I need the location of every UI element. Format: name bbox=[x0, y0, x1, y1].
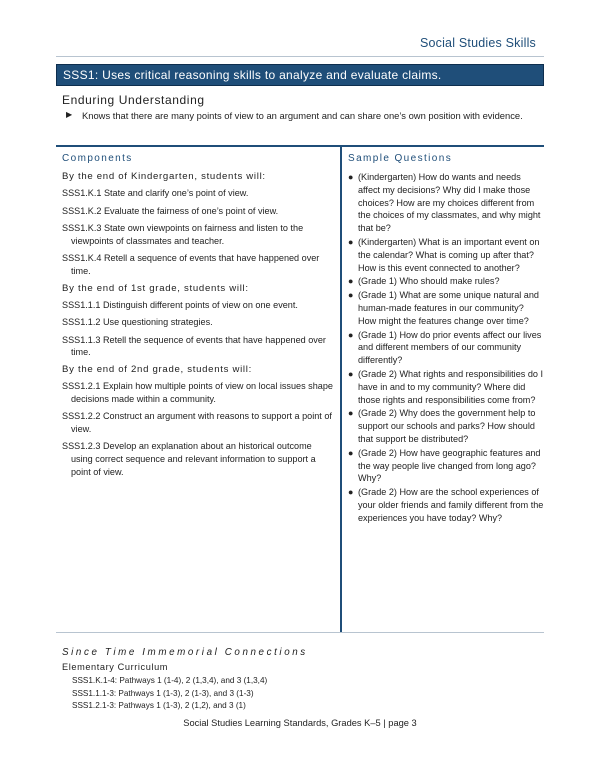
question-item bbox=[348, 368, 544, 406]
question-text: (Grade 1) Who should make rules? bbox=[358, 276, 500, 287]
header-rule bbox=[56, 56, 544, 57]
question-text: (Kindergarten) How do wants and needs affect my decisions? Why did I make those choices? How are my choices different from the choices of my classmates, and why might that be? bbox=[358, 172, 541, 234]
question-text: (Kindergarten) What is an important event on the calendar? What is coming up after that? How is this event connected to another? bbox=[358, 236, 540, 273]
question-item bbox=[348, 407, 544, 445]
since-time-immemorial-title: Since Time Immemorial Connections bbox=[62, 647, 308, 658]
grade-heading-kindergarten: By the end of Kindergarten, students will: bbox=[62, 171, 266, 182]
component-item: SSS1.2.2 Construct an argument with reasons to support a point of view. bbox=[62, 411, 332, 434]
table-top-rule bbox=[56, 145, 544, 147]
question-item bbox=[348, 289, 544, 327]
components-column bbox=[62, 153, 334, 483]
grade-heading-1st: By the end of 1st grade, students will: bbox=[62, 282, 249, 294]
question-text: (Grade 2) How have geographic features and the way people live changed from long ago? Why? bbox=[358, 447, 541, 484]
bullet-dot-icon: ● bbox=[348, 408, 354, 419]
grade-heading-2nd: By the end of 2nd grade, students will: bbox=[62, 363, 252, 375]
bullet-dot-icon: ● bbox=[348, 172, 354, 182]
component-item: SSS1.1.1 Distinguish different points of view on one event. bbox=[62, 299, 298, 310]
sample-questions-list bbox=[348, 171, 544, 525]
component-item: SSS1.1.2 Use questioning strategies. bbox=[62, 317, 213, 328]
running-head: Social Studies Skills bbox=[419, 36, 536, 50]
component-item: SSS1.2.1 Explain how multiple points of view on local issues shape decisions made within a community. bbox=[62, 380, 333, 404]
connections-list bbox=[72, 675, 542, 713]
component-item: SSS1.K.4 Retell a sequence of events that have happened over time. bbox=[62, 253, 320, 276]
question-item bbox=[348, 236, 544, 274]
question-text: (Grade 2) Why does the government help to support our schools and parks? How should that support be distributed? bbox=[358, 408, 536, 444]
question-item bbox=[348, 486, 544, 524]
components-heading: Components bbox=[62, 153, 133, 164]
column-divider bbox=[340, 147, 342, 632]
component-item: SSS1.K.2 Evaluate the fairness of one’s point of view. bbox=[62, 205, 279, 216]
enduring-understanding-title: Enduring Understanding bbox=[62, 93, 205, 107]
enduring-understanding-item: Knows that there are many points of view to an argument and can share one’s own position with evidence. bbox=[82, 110, 523, 121]
triangle-bullet-icon: ▶ bbox=[66, 110, 73, 119]
question-item bbox=[348, 171, 544, 235]
question-text: (Grade 1) What are some unique natural and human-made features in our community? How might the features change over time? bbox=[358, 290, 539, 326]
standard-banner: SSS1: Uses critical reasoning skills to analyze and evaluate claims. bbox=[56, 64, 544, 86]
table-bottom-rule bbox=[56, 632, 544, 633]
component-item: SSS1.2.3 Develop an explanation about an historical outcome using correct sequence and relevant information to support a point of view. bbox=[62, 441, 316, 477]
question-item bbox=[348, 275, 544, 288]
component-item: SSS1.K.1 State and clarify one’s point of view. bbox=[62, 188, 249, 198]
component-item: SSS1.K.3 State own viewpoints on fairness and listen to the viewpoints of classmates and teacher. bbox=[62, 223, 304, 246]
connection-item: SSS1.2.1-3: Pathways 1 (1-3), 2 (1,2), and 3 (1) bbox=[72, 701, 246, 711]
bullet-dot-icon: ● bbox=[348, 368, 354, 379]
bullet-dot-icon: ● bbox=[348, 276, 354, 287]
component-item: SSS1.1.3 Retell the sequence of events that have happened over time. bbox=[62, 334, 326, 358]
sample-questions-column bbox=[348, 153, 544, 526]
question-text: (Grade 2) How are the school experiences of your older friends and family different from the experiences you have today? Why? bbox=[358, 487, 544, 523]
connection-item: SSS1.1.1-3: Pathways 1 (1-3), 2 (1-3), and 3 (1-3) bbox=[72, 688, 254, 698]
connection-item: SSS1.K.1-4: Pathways 1 (1-4), 2 (1,3,4), and 3 (1,3,4) bbox=[72, 676, 268, 685]
sample-questions-heading: Sample Questions bbox=[348, 153, 453, 164]
bullet-dot-icon: ● bbox=[348, 236, 354, 247]
bullet-dot-icon: ● bbox=[348, 447, 354, 458]
elementary-curriculum-heading: Elementary Curriculum bbox=[62, 662, 169, 672]
page-footer: Social Studies Learning Standards, Grades K–5 | page 3 bbox=[183, 718, 417, 728]
bullet-dot-icon: ● bbox=[348, 290, 354, 301]
bullet-dot-icon: ● bbox=[348, 329, 354, 340]
question-text: (Grade 2) What rights and responsibilities do I have in and to my community? Where did those rights and responsibilities come from? bbox=[358, 368, 543, 405]
question-item bbox=[348, 447, 544, 485]
question-text: (Grade 1) How do prior events affect our lives and different members of our community differently? bbox=[358, 329, 542, 366]
bullet-dot-icon: ● bbox=[348, 487, 354, 498]
question-item bbox=[348, 329, 544, 367]
